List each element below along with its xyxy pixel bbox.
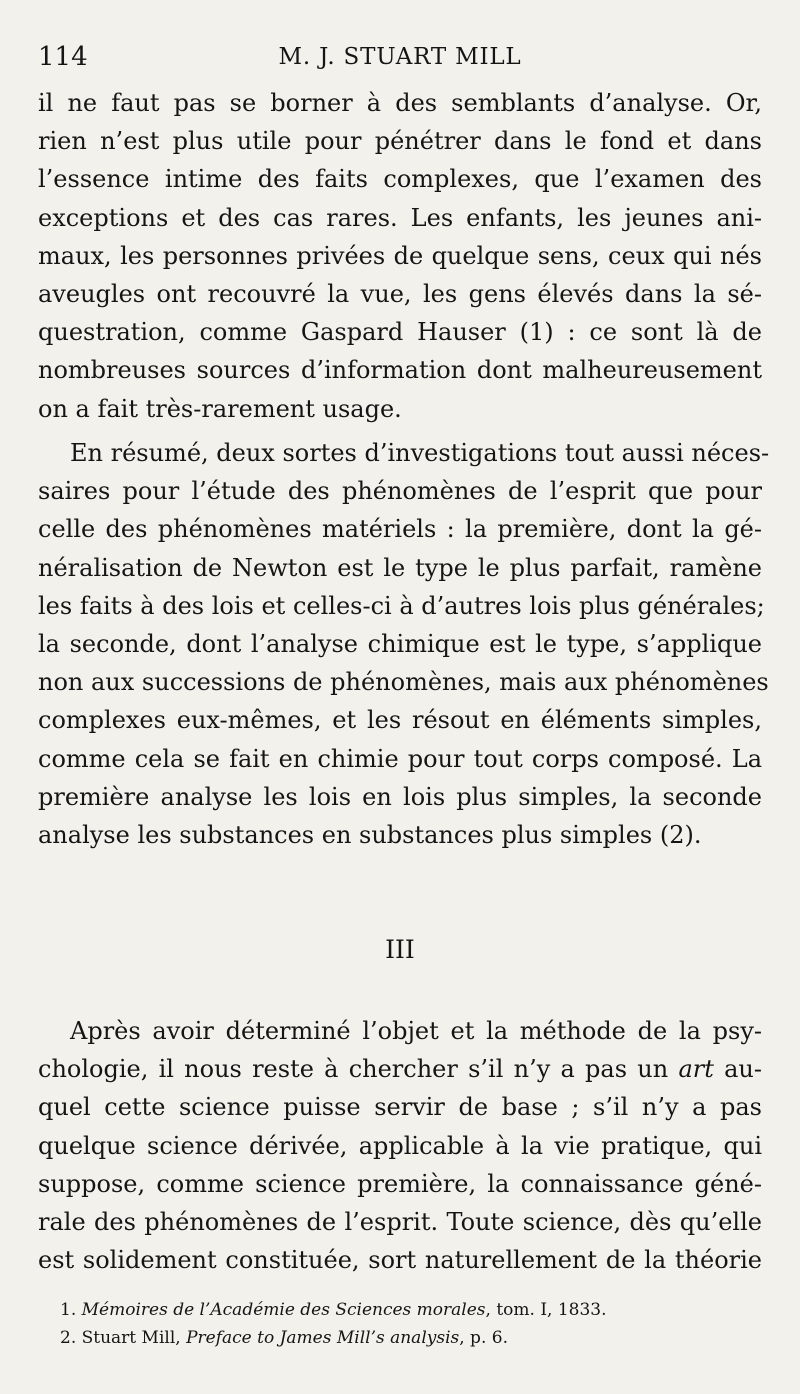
text-line: saires pour l’étude des phénomènes de l’esprit que pour <box>38 477 762 506</box>
text-line: questration, comme Gaspard Hauser (1) : ce sont là de <box>38 318 762 347</box>
text-segment: rale des phénomènes de l’esprit. Toute science, dès qu’elle <box>38 1208 762 1237</box>
text-line <box>38 1127 762 1165</box>
text-line: exceptions et des cas rares. Les enfants, les jeunes ani- <box>38 203 762 232</box>
text-segment: , p. 6. <box>459 1328 508 1348</box>
text-segment: , tom. I, 1833. <box>485 1300 607 1320</box>
text-segment: chologie, il nous reste à chercher s’il n’y a pas un <box>38 1055 679 1084</box>
text-line: l’essence intime des faits complexes, que l’examen des <box>38 165 762 194</box>
italic-text: art <box>678 1055 714 1084</box>
text-segment: 2. Stuart Mill, <box>60 1328 187 1348</box>
text-segment: quel cette science puisse servir de base ; s’il n’y a pas <box>38 1093 762 1122</box>
text-segment: Après avoir déterminé l’objet et la méthode de la psy- <box>70 1017 762 1045</box>
paragraph-3 <box>38 1012 762 1279</box>
text-line: analyse les substances en substances plus simples (2). <box>38 821 702 850</box>
paragraph-1 <box>38 84 762 428</box>
footnotes <box>60 1296 760 1352</box>
text-line: nombreuses sources d’information dont malheureusement <box>38 356 762 385</box>
text-line: maux, les personnes privées de quelque sens, ceux qui nés <box>38 241 762 270</box>
section-heading: III <box>385 935 415 964</box>
text-segment: suppose, comme science première, la connaissance géné- <box>38 1169 762 1198</box>
text-line <box>38 1203 762 1241</box>
running-title: M. J. STUART MILL <box>278 44 522 70</box>
text-segment: 1. <box>60 1300 82 1320</box>
text-line: complexes eux-mêmes, et les résout en éléments simples, <box>38 706 762 735</box>
text-line: première analyse les lois en lois plus simples, la seconde <box>38 782 762 811</box>
text-line: comme cela se fait en chimie pour tout corps composé. La <box>38 744 762 773</box>
text-line: En résumé, deux sortes d’investigations tout aussi néces- <box>70 439 770 467</box>
text-segment: au- <box>713 1055 762 1084</box>
text-line: non aux successions de phénomènes, mais aux phénomènes <box>38 668 769 697</box>
text-line: la seconde, dont l’analyse chimique est le type, s’applique <box>38 630 762 659</box>
text-line: on a fait très-rarement usage. <box>38 394 402 423</box>
italic-text: Mémoires de l’Académie des Sciences morales <box>81 1300 486 1320</box>
text-line: celle des phénomènes matériels : la première, dont la gé- <box>38 515 762 544</box>
text-line: aveugles ont recouvré la vue, les gens élevés dans la sé- <box>38 280 762 309</box>
text-line <box>38 1088 762 1126</box>
text-line <box>38 1241 762 1279</box>
footnote-2 <box>60 1324 760 1352</box>
text-line <box>38 1012 762 1050</box>
text-line: néralisation de Newton est le type le plus parfait, ramène <box>38 553 762 582</box>
paragraph-2 <box>38 434 770 854</box>
text-segment: est solidement constituée, sort naturellement de la théorie <box>38 1246 762 1275</box>
text-line <box>38 1165 762 1203</box>
text-line: il ne faut pas se borner à des semblants d’analyse. Or, <box>38 89 762 117</box>
text-line: rien n’est plus utile pour pénétrer dans le fond et dans <box>38 127 762 156</box>
page-number: 114 <box>38 42 88 72</box>
italic-text: Preface to James Mill’s analysis <box>186 1328 460 1348</box>
footnote-1 <box>60 1296 760 1324</box>
text-line: les faits à des lois et celles-ci à d’autres lois plus générales; <box>38 591 765 620</box>
running-head <box>38 38 762 78</box>
text-line <box>38 1050 762 1088</box>
text-segment: quelque science dérivée, applicable à la vie pratique, qui <box>38 1131 762 1160</box>
